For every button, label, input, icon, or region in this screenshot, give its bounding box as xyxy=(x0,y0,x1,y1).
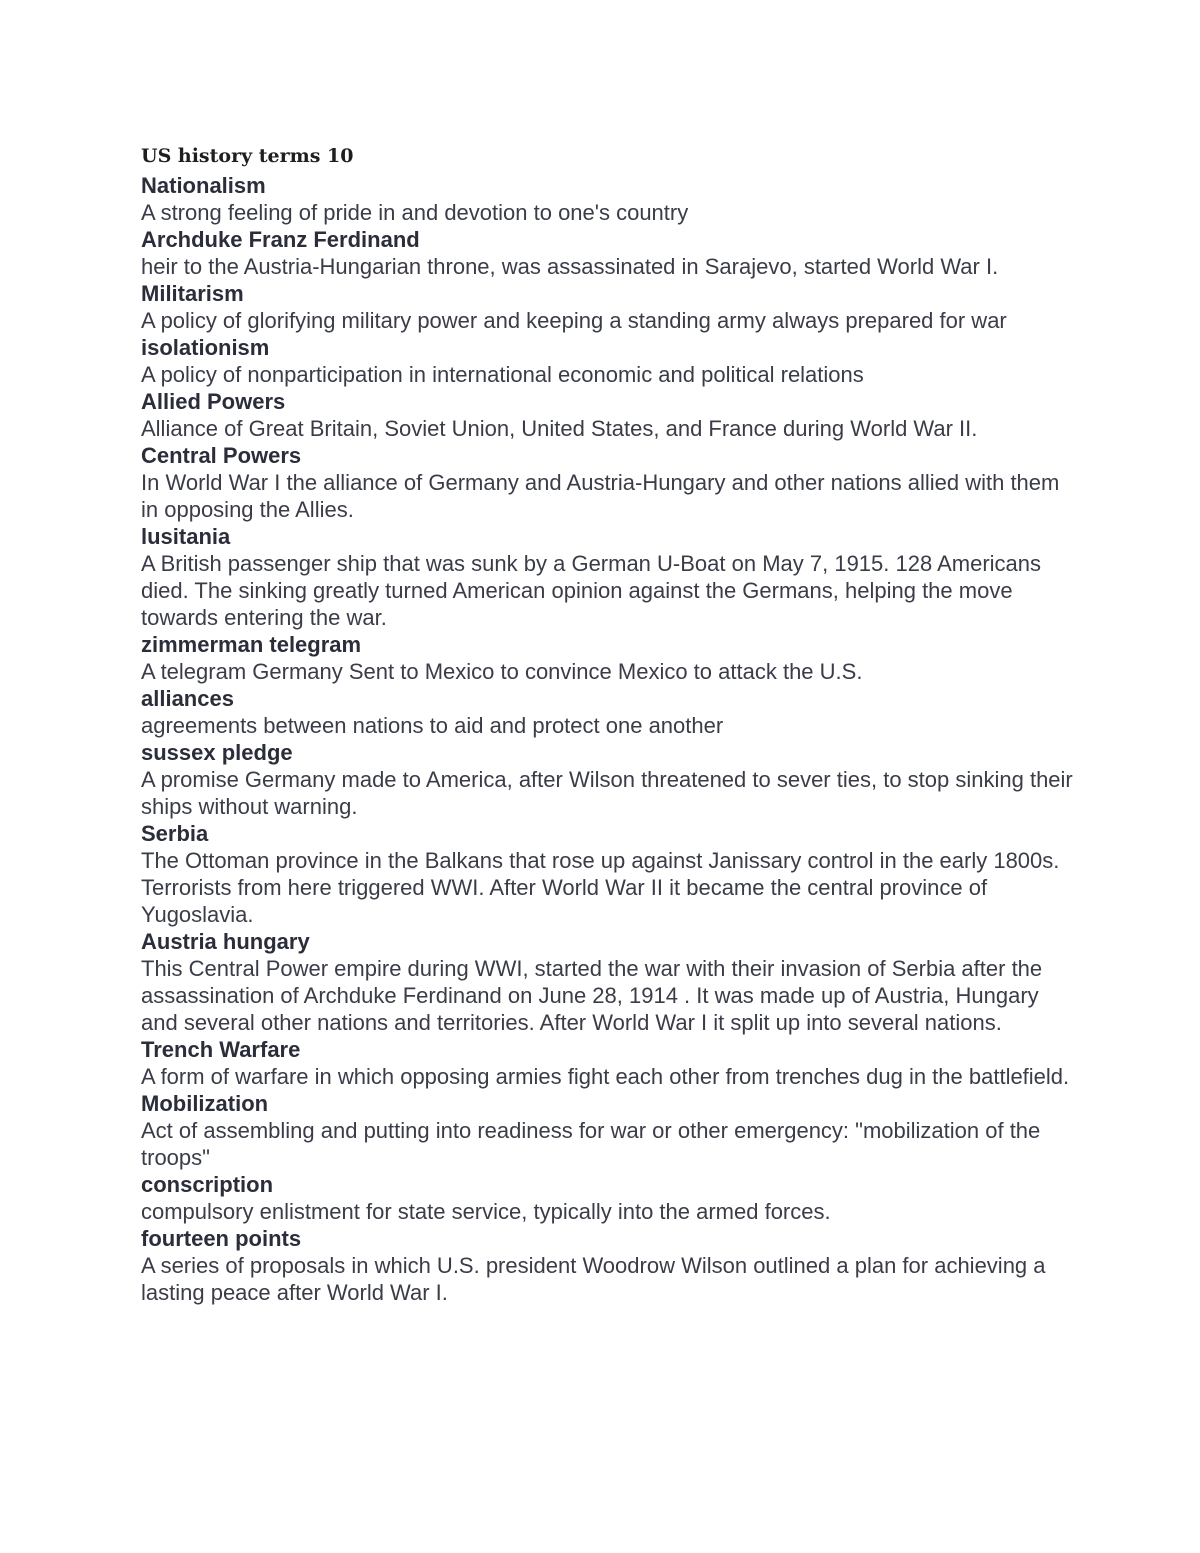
term-fourteen-points: fourteen points xyxy=(141,1226,302,1251)
term-trench-warfare: Trench Warfare xyxy=(141,1037,301,1062)
definition-alliances: agreements between nations to aid and protect one another xyxy=(141,713,724,738)
document-page xyxy=(141,140,1081,1306)
term-serbia: Serbia xyxy=(141,821,209,846)
term-lusitania: lusitania xyxy=(141,524,231,549)
term-list xyxy=(141,172,1081,1306)
term-allied-powers: Allied Powers xyxy=(141,389,286,414)
term-isolationism: isolationism xyxy=(141,335,270,360)
term-austria-hungary: Austria hungary xyxy=(141,929,310,954)
definition-allied-powers: Alliance of Great Britain, Soviet Union, United States, and France during World War II. xyxy=(141,416,978,441)
definition-nationalism: A strong feeling of pride in and devotion to one's country xyxy=(141,200,689,225)
definition-isolationism: A policy of nonparticipation in international economic and political relations xyxy=(141,362,864,387)
definition-lusitania: A British passenger ship that was sunk by a German U-Boat on May 7, 1915. 128 Americans died. The sinking greatly turned American opinion against the Germans, helping the move towards entering the war. xyxy=(141,551,1042,630)
term-central-powers: Central Powers xyxy=(141,443,302,468)
definition-central-powers: In World War I the alliance of Germany and Austria-Hungary and other nations allied with them in opposing the Allies. xyxy=(141,470,1060,522)
term-zimmerman-telegram: zimmerman telegram xyxy=(141,632,362,657)
term-archduke-franz-ferdinand: Archduke Franz Ferdinand xyxy=(141,227,420,252)
term-sussex-pledge: sussex pledge xyxy=(141,740,293,765)
definition-archduke-franz-ferdinand: heir to the Austria-Hungarian throne, was assassinated in Sarajevo, started World War I. xyxy=(141,254,999,279)
term-conscription: conscription xyxy=(141,1172,274,1197)
term-militarism: Militarism xyxy=(141,281,244,306)
definition-austria-hungary: This Central Power empire during WWI, started the war with their invasion of Serbia after the assassination of Archduke Ferdinand on June 28, 1914 . It was made up of Austria, Hungary and several other nations and territories. After World War I it split up into several nations. xyxy=(141,956,1043,1035)
term-alliances: alliances xyxy=(141,686,234,711)
definition-zimmerman-telegram: A telegram Germany Sent to Mexico to convince Mexico to attack the U.S. xyxy=(141,659,863,684)
definition-conscription: compulsory enlistment for state service, typically into the armed forces. xyxy=(141,1199,831,1224)
definition-serbia: The Ottoman province in the Balkans that rose up against Janissary control in the early 1800s. Terrorists from here triggered WWI. After World War II it became the central province of Yugoslavia. xyxy=(141,848,1060,927)
term-mobilization: Mobilization xyxy=(141,1091,269,1116)
definition-mobilization: Act of assembling and putting into readiness for war or other emergency: "mobilization of the troops" xyxy=(141,1118,1041,1170)
definition-sussex-pledge: A promise Germany made to America, after Wilson threatened to sever ties, to stop sinking their ships without warning. xyxy=(141,767,1073,819)
document-title: US history terms 10 xyxy=(141,145,354,167)
term-nationalism: Nationalism xyxy=(141,173,266,198)
definition-trench-warfare: A form of warfare in which opposing armies fight each other from trenches dug in the battlefield. xyxy=(141,1064,1070,1089)
definition-militarism: A policy of glorifying military power and keeping a standing army always prepared for war xyxy=(141,308,1007,333)
definition-fourteen-points: A series of proposals in which U.S. president Woodrow Wilson outlined a plan for achieving a lasting peace after World War I. xyxy=(141,1253,1046,1305)
